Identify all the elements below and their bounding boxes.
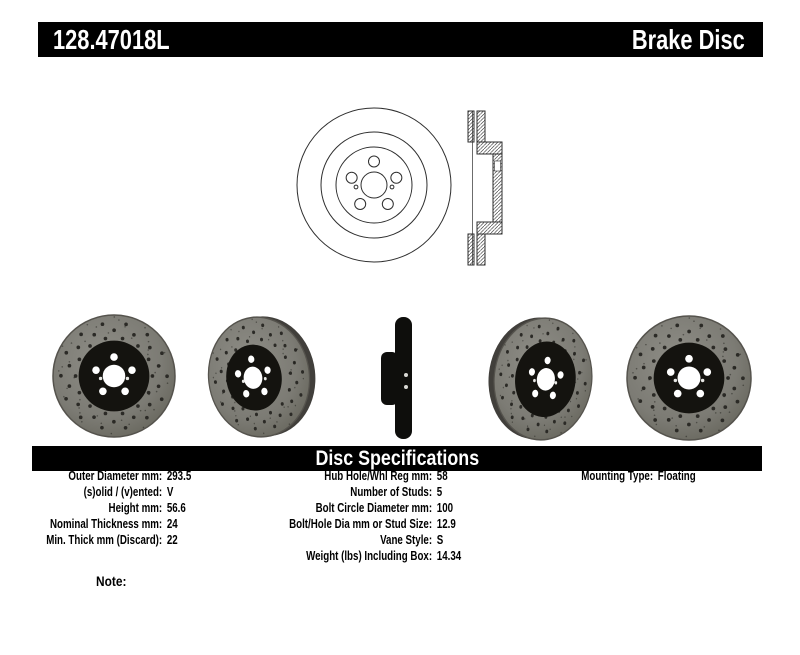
rotor-photo-graphic bbox=[381, 317, 412, 439]
spec-column-right bbox=[540, 468, 696, 484]
spec-label: Height mm: bbox=[108, 501, 163, 515]
spec-label: Number of Studs: bbox=[350, 485, 433, 499]
note-label: Note: bbox=[96, 573, 127, 589]
rotor-photo-graphic bbox=[627, 316, 751, 440]
rotor-technical-drawings bbox=[288, 100, 518, 285]
spec-label: Min. Thick mm (Discard): bbox=[46, 533, 163, 547]
spec-row bbox=[280, 532, 461, 548]
spec-label: Nominal Thickness mm: bbox=[49, 517, 163, 531]
spec-row bbox=[280, 516, 461, 532]
spec-label: (s)olid / (v)ented: bbox=[83, 485, 163, 499]
rotor-photo-angled-left bbox=[204, 312, 314, 442]
spec-section-title: Disc Specifications bbox=[315, 446, 479, 470]
spec-row bbox=[28, 532, 191, 548]
header-bar bbox=[38, 22, 763, 57]
rotor-photo-front-right bbox=[624, 314, 754, 442]
spec-value: 22 bbox=[166, 533, 178, 547]
spec-row bbox=[280, 468, 461, 484]
spec-label: Outer Diameter mm: bbox=[68, 469, 163, 483]
spec-label: Weight (lbs) Including Box: bbox=[306, 549, 433, 563]
spec-value: Floating bbox=[657, 469, 696, 483]
spec-value: 56.6 bbox=[166, 501, 186, 515]
spec-label: Vane Style: bbox=[380, 533, 433, 547]
rotor-photo-angled-right bbox=[488, 312, 598, 444]
spec-column-middle bbox=[280, 468, 461, 564]
spec-row bbox=[28, 500, 191, 516]
rotor-cross-section-technical-drawing bbox=[468, 111, 502, 265]
spec-value: 58 bbox=[436, 469, 448, 483]
spec-label: Mounting Type: bbox=[581, 469, 654, 483]
spec-row bbox=[28, 516, 191, 532]
rotor-photo-graphic bbox=[483, 313, 598, 445]
spec-value: S bbox=[436, 533, 444, 547]
spec-row bbox=[28, 484, 191, 500]
spec-value: 100 bbox=[436, 501, 454, 515]
spec-row bbox=[28, 468, 191, 484]
spec-row bbox=[280, 548, 461, 564]
product-name: Brake Disc bbox=[632, 23, 745, 55]
spec-row bbox=[280, 500, 461, 516]
rotor-photo-edge-profile bbox=[372, 312, 424, 444]
spec-label: Bolt Circle Diameter mm: bbox=[315, 501, 433, 515]
spec-row bbox=[540, 468, 696, 484]
spec-column-left bbox=[28, 468, 191, 548]
rotor-photo-graphic bbox=[53, 315, 175, 437]
spec-value: 12.9 bbox=[436, 517, 456, 531]
spec-label: Bolt/Hole Dia mm or Stud Size: bbox=[289, 517, 433, 531]
part-number: 128.47018L bbox=[53, 23, 170, 55]
spec-value: V bbox=[166, 485, 174, 499]
spec-value: 293.5 bbox=[166, 469, 192, 483]
spec-value: 5 bbox=[436, 485, 443, 499]
rotor-photo-graphic bbox=[202, 311, 323, 443]
spec-row bbox=[280, 484, 461, 500]
spec-value: 14.34 bbox=[436, 549, 462, 563]
rotor-front-technical-drawing bbox=[297, 108, 451, 262]
spec-value: 24 bbox=[166, 517, 178, 531]
spec-label: Hub Hole/Whl Reg mm: bbox=[324, 469, 433, 483]
rotor-photo-front-left bbox=[50, 314, 178, 442]
